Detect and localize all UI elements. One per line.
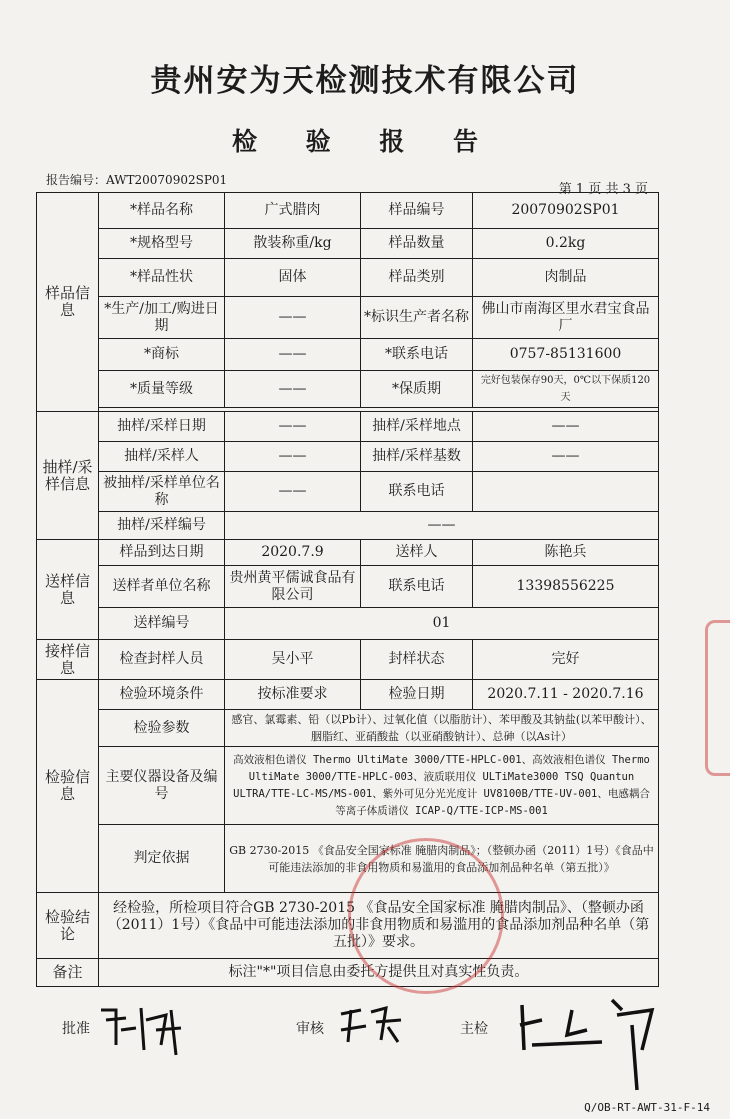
sender-unit-value: 贵州黄平儒诚食品有限公司 bbox=[225, 566, 361, 608]
inspector-value: 吴小平 bbox=[225, 640, 361, 680]
report-table bbox=[36, 192, 659, 987]
property-label: *样品性状 bbox=[99, 259, 225, 297]
sender-phone-label: 联系电话 bbox=[361, 566, 473, 608]
producer-value: 佛山市南海区里水君宝食品厂 bbox=[473, 297, 659, 339]
production-date-label: *生产/加工/购进日期 bbox=[99, 297, 225, 339]
spec-label: *规格型号 bbox=[99, 229, 225, 259]
conclusion-text: 经检验，所检项目符合GB 2730-2015 《食品安全国家标准 腌腊肉制品》、（整顿办函（2011）1号）《食品中可能违法添加的非食用物质和易滥用的食品添加剂品种名单（第五批）》要求。 bbox=[99, 893, 659, 959]
report-title: 检 验 报 告 bbox=[231, 127, 499, 156]
section-receiving-info: 接样信息 bbox=[37, 640, 99, 680]
sampling-base-label: 抽样/采样基数 bbox=[361, 442, 473, 472]
section-inspection-info: 检验信息 bbox=[37, 680, 99, 893]
producer-phone-label: *联系电话 bbox=[361, 339, 473, 371]
approve-signature bbox=[96, 1000, 186, 1069]
sampling-date-label: 抽样/采样日期 bbox=[99, 412, 225, 442]
inspection-date-value: 2020.7.11 - 2020.7.16 bbox=[473, 680, 659, 710]
sample-code-value: 20070902SP01 bbox=[473, 193, 659, 229]
arrival-date-label: 样品到达日期 bbox=[99, 540, 225, 566]
seal-status-value: 完好 bbox=[473, 640, 659, 680]
seal-status-label: 封样状态 bbox=[361, 640, 473, 680]
inspection-date-label: 检验日期 bbox=[361, 680, 473, 710]
section-sample-info: 样品信息 bbox=[37, 193, 99, 412]
params-value: 感官、氯霉素、铅（以Pb计）、过氧化值（以脂肪计）、苯甲酸及其钠盐(以苯甲酸计）、胭脂红、亚硝酸盐（以亚硝酸钠计）、总砷（以As计） bbox=[225, 710, 659, 747]
category-label: 样品类别 bbox=[361, 259, 473, 297]
sample-name-value: 广式腊肉 bbox=[225, 193, 361, 229]
inspector-label: 检查封样人员 bbox=[99, 640, 225, 680]
report-number: 报告编号：AWT20070902SP01 bbox=[46, 173, 228, 187]
sender-phone-value: 13398556225 bbox=[473, 566, 659, 608]
shelf-life-label: *保质期 bbox=[361, 371, 473, 408]
official-seal bbox=[348, 838, 504, 994]
company-name: 贵州安为天检测技术有限公司 bbox=[150, 63, 580, 99]
grade-value: —— bbox=[225, 371, 361, 408]
chief-label: 主检 bbox=[460, 1021, 488, 1037]
trademark-value: —— bbox=[225, 339, 361, 371]
form-code: Q/OB-RT-AWT-31-F-14 bbox=[584, 1101, 710, 1114]
sampler-value: —— bbox=[225, 442, 361, 472]
section-sampling-info: 抽样/采样信息 bbox=[37, 412, 99, 540]
sender-value: 陈艳兵 bbox=[473, 540, 659, 566]
remarks-text: 标注"*"项目信息由委托方提供且对真实性负责。 bbox=[99, 959, 659, 987]
qty-label: 样品数量 bbox=[361, 229, 473, 259]
delivery-no-label: 送样编号 bbox=[99, 608, 225, 640]
sampling-date-value: —— bbox=[225, 412, 361, 442]
page-number: 第 1 页 共 3 页 bbox=[558, 182, 648, 197]
producer-phone-value: 0757-85131600 bbox=[473, 339, 659, 371]
production-date-value: —— bbox=[225, 297, 361, 339]
spec-value: 散装称重/kg bbox=[225, 229, 361, 259]
grade-label: *质量等级 bbox=[99, 371, 225, 408]
sampling-base-value: —— bbox=[473, 442, 659, 472]
params-label: 检验参数 bbox=[99, 710, 225, 747]
sampled-phone-label: 联系电话 bbox=[361, 472, 473, 512]
section-delivery-info: 送样信息 bbox=[37, 540, 99, 640]
sampling-place-label: 抽样/采样地点 bbox=[361, 412, 473, 442]
sender-unit-label: 送样者单位名称 bbox=[99, 566, 225, 608]
arrival-date-value: 2020.7.9 bbox=[225, 540, 361, 566]
review-signature bbox=[336, 1002, 406, 1061]
shelf-life-value: 完好包装保存90天，0℃以下保质120天 bbox=[473, 371, 659, 408]
section-conclusion: 检验结论 bbox=[37, 893, 99, 959]
equipment-label: 主要仪器设备及编号 bbox=[99, 747, 225, 825]
approve-label: 批准 bbox=[62, 1021, 90, 1037]
trademark-label: *商标 bbox=[99, 339, 225, 371]
sampling-no-label: 抽样/采样编号 bbox=[99, 512, 225, 540]
sampled-phone-value bbox=[473, 472, 659, 512]
category-value: 肉制品 bbox=[473, 259, 659, 297]
sender-label: 送样人 bbox=[361, 540, 473, 566]
environment-label: 检验环境条件 bbox=[99, 680, 225, 710]
sampler-label: 抽样/采样人 bbox=[99, 442, 225, 472]
basis-value: GB 2730-2015 《食品安全国家标准 腌腊肉制品》；（整顿办函（2011）1号）《食品中可能违法添加的非食用物质和易滥用的食品添加剂品种名单（第五批）》 bbox=[225, 825, 659, 893]
sampling-place-value: —— bbox=[473, 412, 659, 442]
producer-label: *标识生产者名称 bbox=[361, 297, 473, 339]
sampled-unit-label: 被抽样/采样单位名称 bbox=[99, 472, 225, 512]
property-value: 固体 bbox=[225, 259, 361, 297]
sampling-no-value: —— bbox=[225, 512, 659, 540]
equipment-value: 高效液相色谱仪 Thermo UltiMate 3000/TTE-HPLC-001、高效液相色谱仪 Thermo UltiMate 3000/TTE-HPLC-003、液质联用仪 ULTiMate3000 TSQ Quantun ULTRA/TTE-LC-MS/MS-001、紫外可见分光光度计 UV8100B/TTE-UV-001、电感耦合等离子体质谱仪 ICAP-Q/TTE-ICP-MS-001 bbox=[225, 747, 659, 825]
edge-seal bbox=[705, 620, 730, 776]
environment-value: 按标准要求 bbox=[225, 680, 361, 710]
basis-label: 判定依据 bbox=[99, 825, 225, 893]
qty-value: 0.2kg bbox=[473, 229, 659, 259]
sample-name-label: *样品名称 bbox=[99, 193, 225, 229]
delivery-no-value: 01 bbox=[225, 608, 659, 640]
chief-signature bbox=[512, 990, 672, 1109]
review-label: 审核 bbox=[296, 1021, 324, 1037]
sampled-unit-value: —— bbox=[225, 472, 361, 512]
sample-code-label: 样品编号 bbox=[361, 193, 473, 229]
section-remarks: 备注 bbox=[37, 959, 99, 987]
